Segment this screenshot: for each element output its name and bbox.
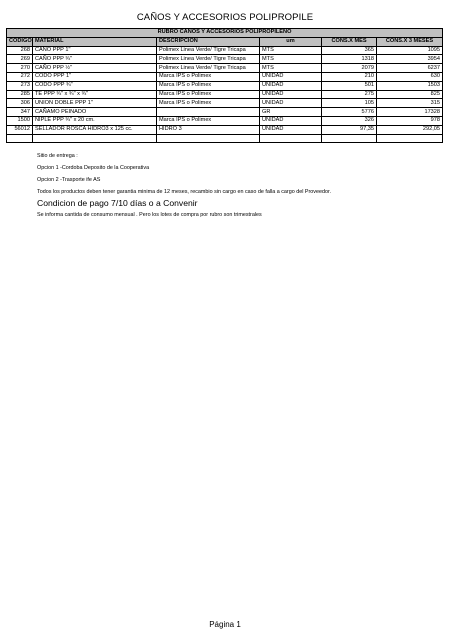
- cell-material: CAÑAMO PEINADO: [33, 108, 157, 117]
- cell-cons-3-meses: 3954: [377, 55, 443, 64]
- cell-material: NIPLE PPP ¾" x 20 cm.: [33, 116, 157, 125]
- cell-descripcion: Marca IPS o Polimex: [157, 90, 260, 99]
- cell-material: UNION DOBLE PPP 1": [33, 99, 157, 108]
- cell-descripcion: [157, 134, 260, 143]
- table-row: [7, 46, 443, 55]
- cell-codigo: 272: [7, 72, 33, 81]
- cell-um: UNIDAD: [260, 125, 322, 134]
- table-row: [7, 55, 443, 64]
- cell-codigo: 306: [7, 99, 33, 108]
- cell-material: SELLADOR ROSCA HIDRO3 x 125 cc.: [33, 125, 157, 134]
- cell-um: [260, 134, 322, 143]
- cell-cons-mes: 326: [322, 116, 377, 125]
- header-material: MATERIAL: [33, 37, 157, 46]
- header-um: um: [260, 37, 322, 46]
- table-row: [7, 72, 443, 81]
- cell-material: CODO PPP 1": [33, 72, 157, 81]
- cell-cons-mes: 105: [322, 99, 377, 108]
- cell-cons-3-meses: 17328: [377, 108, 443, 117]
- header-cons-mes: CONS.X MES: [322, 37, 377, 46]
- cell-codigo: 1500: [7, 116, 33, 125]
- cell-codigo: 56012: [7, 125, 33, 134]
- cell-codigo: 268: [7, 46, 33, 55]
- consumo-note: Se informa cantida de consumo mensual . Pero los lotes de compra por rubro son trimestrales: [37, 212, 262, 218]
- table-row: [7, 64, 443, 73]
- cell-descripcion: Polimex Linea Verde/ Tigre Tricapa: [157, 46, 260, 55]
- cell-codigo: 270: [7, 64, 33, 73]
- rubro-title: RUBRO CAÑOS Y ACCESORIOS POLIPROPILENO: [7, 29, 443, 38]
- cell-descripcion: Marca IPS o Polimex: [157, 81, 260, 90]
- header-codigo: CODIGO: [7, 37, 33, 46]
- cell-um: UNIDAD: [260, 72, 322, 81]
- cell-cons-3-meses: 1503: [377, 81, 443, 90]
- cell-cons-3-meses: 630: [377, 72, 443, 81]
- cell-codigo: 347: [7, 108, 33, 117]
- cell-cons-3-meses: 6237: [377, 64, 443, 73]
- cell-cons-mes: 5776: [322, 108, 377, 117]
- cell-descripcion: Polimex Linea Verde/ Tigre Tricapa: [157, 64, 260, 73]
- cell-descripcion: HIDRO 3: [157, 125, 260, 134]
- cell-cons-3-meses: 315: [377, 99, 443, 108]
- cell-um: MTS: [260, 46, 322, 55]
- header-descripcion: DESCRIPCION: [157, 37, 260, 46]
- materials-table: [6, 28, 443, 143]
- cell-material: CAÑO PPP ½": [33, 64, 157, 73]
- cell-descripcion: Polimex Linea Verde/ Tigre Tricapa: [157, 55, 260, 64]
- cell-material: CAÑO PPP ¾": [33, 55, 157, 64]
- sitio-entrega: Sitio de entrega :: [37, 153, 78, 159]
- table-row: [7, 90, 443, 99]
- cell-um: MTS: [260, 55, 322, 64]
- cell-um: UNIDAD: [260, 90, 322, 99]
- cell-cons-mes: 97,35: [322, 125, 377, 134]
- cell-material: [33, 134, 157, 143]
- cell-codigo: 269: [7, 55, 33, 64]
- table-row: [7, 125, 443, 134]
- cell-cons-mes: 275: [322, 90, 377, 99]
- cell-cons-3-meses: [377, 134, 443, 143]
- cell-cons-mes: 1318: [322, 55, 377, 64]
- header-row: [7, 37, 443, 46]
- cell-material: CAÑO PPP 1": [33, 46, 157, 55]
- page-title: CAÑOS Y ACCESORIOS POLIPROPILE: [136, 12, 314, 23]
- cell-um: UNIDAD: [260, 99, 322, 108]
- table-row: [7, 116, 443, 125]
- cell-material: CODO PPP ¾": [33, 81, 157, 90]
- garantia-note: Todos los productos deben tener garantia minima de 12 meses, recambio sin cargo en caso de falla a cargo del Proveedor.: [37, 189, 331, 195]
- cell-cons-mes: 2079: [322, 64, 377, 73]
- cell-descripcion: Marca IPS o Polimex: [157, 72, 260, 81]
- table-row: [7, 81, 443, 90]
- cell-descripcion: Marca IPS o Polimex: [157, 116, 260, 125]
- page-number: Página 1: [209, 620, 241, 629]
- cell-cons-3-meses: 1095: [377, 46, 443, 55]
- cell-cons-3-meses: 978: [377, 116, 443, 125]
- cell-um: GR: [260, 108, 322, 117]
- cell-um: UNIDAD: [260, 116, 322, 125]
- cell-cons-mes: [322, 134, 377, 143]
- table-row: [7, 99, 443, 108]
- table-row: [7, 134, 443, 143]
- cell-codigo: [7, 134, 33, 143]
- cell-codigo: 273: [7, 81, 33, 90]
- condicion-pago: Condicion de pago 7/10 días o a Convenir: [37, 198, 198, 208]
- cell-cons-mes: 365: [322, 46, 377, 55]
- cell-codigo: 285: [7, 90, 33, 99]
- cell-um: MTS: [260, 64, 322, 73]
- cell-cons-3-meses: 292,05: [377, 125, 443, 134]
- rubro-row: [7, 29, 443, 38]
- cell-cons-mes: 501: [322, 81, 377, 90]
- opcion-1: Opcion 1 -Cordoba Deposito de la Cooperativa: [37, 165, 150, 171]
- header-cons-3-meses: CONS.X 3 MESES: [377, 37, 443, 46]
- table-row: [7, 108, 443, 117]
- opcion-2: Opcion 2 -Trasporte ife AS: [37, 177, 101, 183]
- cell-cons-3-meses: 825: [377, 90, 443, 99]
- cell-material: TE PPP ¾" x ¾" x ¾": [33, 90, 157, 99]
- cell-um: UNIDAD: [260, 81, 322, 90]
- cell-descripcion: Marca IPS o Polimex: [157, 99, 260, 108]
- cell-cons-mes: 210: [322, 72, 377, 81]
- cell-descripcion: [157, 108, 260, 117]
